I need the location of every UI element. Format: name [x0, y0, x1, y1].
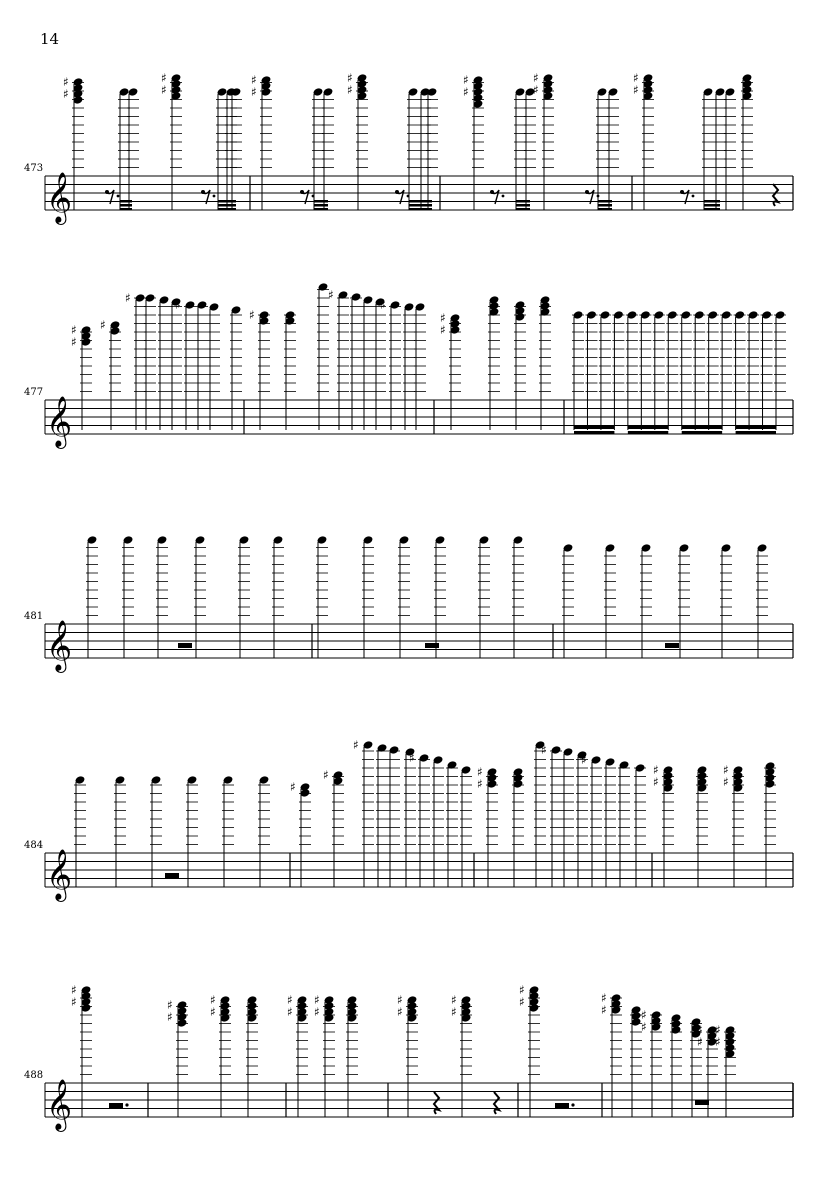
note-column	[249, 308, 270, 430]
sharp-accidental: ♯	[323, 768, 329, 782]
note-column	[246, 995, 258, 1117]
note-column	[196, 300, 208, 430]
note-column	[144, 293, 156, 430]
note-column	[403, 302, 415, 430]
beam	[409, 204, 432, 207]
rest-flag	[300, 190, 304, 194]
note-column	[478, 535, 490, 658]
note-column	[86, 535, 98, 658]
note-column	[432, 755, 444, 887]
note-column	[596, 87, 608, 210]
note-column	[440, 311, 461, 430]
note-column	[71, 323, 92, 430]
half-rest	[665, 643, 679, 648]
sharp-accidental: ♯	[251, 73, 257, 87]
sharp-accidental: ♯	[353, 738, 359, 752]
sixteenth-note	[639, 310, 651, 430]
sharp-accidental: ♯	[347, 71, 353, 85]
rest-dot	[571, 1103, 574, 1106]
treble-clef-icon: 𝄞	[46, 620, 73, 671]
note-column	[230, 305, 242, 430]
note-column	[607, 87, 619, 210]
note-column	[714, 87, 726, 210]
note-column	[451, 993, 472, 1117]
sharp-accidental: ♯	[328, 288, 334, 302]
staff-system	[24, 983, 793, 1132]
sharp-accidental: ♯	[71, 335, 77, 349]
note-column	[167, 998, 188, 1117]
note-column	[158, 295, 170, 430]
sharp-accidental: ♯	[477, 777, 483, 791]
sharp-accidental: ♯	[601, 991, 607, 1005]
sixteenth-note	[626, 310, 638, 430]
quarter-rest	[494, 1092, 499, 1114]
sharp-accidental: ♯	[440, 323, 446, 337]
beam	[218, 200, 236, 203]
note-column	[702, 87, 714, 210]
note-column	[125, 291, 146, 430]
note-column	[670, 1013, 682, 1117]
sharp-accidental: ♯	[451, 993, 457, 1007]
note-column	[380, 298, 401, 430]
beam	[682, 431, 722, 434]
note-column	[225, 87, 237, 210]
quarter-rest	[434, 1092, 439, 1114]
note-column	[350, 292, 362, 430]
page-number: 14	[40, 30, 60, 48]
note-column	[374, 297, 386, 430]
note-column	[323, 768, 344, 887]
rest-dot	[125, 1103, 128, 1106]
note-column	[715, 1023, 736, 1117]
rest-flag	[201, 190, 205, 194]
whole-rest	[695, 1100, 709, 1105]
sharp-accidental: ♯	[715, 1023, 721, 1037]
sixteenth-note	[653, 310, 665, 430]
note-column	[512, 535, 524, 658]
sharp-accidental: ♯	[175, 298, 181, 312]
sharp-accidental: ♯	[63, 75, 69, 89]
note-column	[170, 297, 182, 430]
note-column	[407, 87, 419, 210]
sharp-accidental: ♯	[463, 85, 469, 99]
sixteenth-note	[761, 310, 773, 430]
note-column	[362, 535, 374, 658]
note-column	[514, 87, 526, 210]
note-column	[71, 983, 92, 1117]
sharp-accidental: ♯	[581, 753, 587, 767]
note-column	[524, 87, 536, 210]
note-column	[398, 535, 410, 658]
note-column	[414, 302, 426, 430]
sharp-accidental: ♯	[451, 1005, 457, 1019]
note-column	[641, 1008, 662, 1117]
note-column	[312, 87, 324, 210]
rest-dot	[407, 195, 410, 198]
note-column	[100, 318, 121, 430]
note-column	[362, 295, 374, 430]
sharp-accidental: ♯	[161, 83, 167, 97]
note-column	[314, 993, 335, 1117]
sharp-accidental: ♯	[249, 308, 255, 322]
quarter-rest	[773, 184, 778, 206]
rest-dot	[597, 195, 600, 198]
note-column	[434, 535, 446, 658]
note-column	[419, 87, 431, 210]
sharp-accidental: ♯	[519, 983, 525, 997]
beam	[314, 208, 328, 211]
sharp-accidental: ♯	[287, 1005, 293, 1019]
sharp-accidental: ♯	[210, 993, 216, 1007]
sharp-accidental: ♯	[633, 83, 639, 97]
sharp-accidental: ♯	[723, 775, 729, 789]
sharp-accidental: ♯	[633, 71, 639, 85]
note-column	[601, 991, 622, 1117]
sharp-accidental: ♯	[397, 993, 403, 1007]
note-column	[512, 767, 524, 887]
sharp-accidental: ♯	[161, 71, 167, 85]
beam	[516, 200, 530, 203]
note-column	[238, 535, 250, 658]
note-column	[161, 71, 182, 210]
sharp-accidental: ♯	[100, 318, 106, 332]
sixteenth-note	[680, 310, 692, 430]
sixteenth-note	[707, 310, 719, 430]
sixteenth-note	[572, 310, 584, 430]
rest-flag	[585, 190, 589, 194]
note-column	[347, 71, 368, 210]
rest-flag	[395, 190, 399, 194]
note-column	[388, 745, 400, 887]
beam	[574, 426, 614, 429]
note-column	[118, 87, 130, 210]
measure-number: 488	[24, 1070, 44, 1081]
beam	[682, 426, 722, 429]
beam	[704, 208, 720, 211]
beam	[218, 208, 236, 211]
note-column	[353, 738, 374, 887]
note-column	[397, 993, 418, 1117]
note-column	[210, 993, 231, 1117]
beam	[314, 204, 328, 207]
beam	[409, 208, 432, 211]
sharp-accidental: ♯	[167, 1010, 173, 1024]
sharp-accidental: ♯	[63, 87, 69, 101]
sharp-accidental: ♯	[653, 775, 659, 789]
measure-number: 481	[24, 611, 44, 622]
note-column	[216, 87, 228, 210]
sharp-accidental: ♯	[641, 1020, 647, 1034]
beam	[314, 200, 328, 203]
beam	[598, 208, 612, 211]
note-column	[230, 87, 242, 210]
rest-flag	[680, 190, 684, 194]
sixteenth-note	[599, 310, 611, 430]
sharp-accidental: ♯	[723, 763, 729, 777]
beam	[120, 204, 132, 207]
sharp-accidental: ♯	[71, 323, 77, 337]
note-column	[519, 983, 540, 1117]
note-column	[634, 763, 646, 887]
sharp-accidental: ♯	[715, 1035, 721, 1049]
note-column	[426, 87, 438, 210]
beam	[628, 426, 668, 429]
rest-flag	[105, 190, 109, 194]
sixteenth-note	[666, 310, 678, 430]
sixteenth-note	[693, 310, 705, 430]
sharp-accidental: ♯	[601, 1003, 607, 1017]
sharp-accidental: ♯	[397, 1005, 403, 1019]
half-rest	[109, 1103, 123, 1108]
note-column	[653, 763, 674, 887]
note-column	[741, 73, 753, 210]
sharp-accidental: ♯	[287, 993, 293, 1007]
note-column	[488, 295, 500, 430]
sharp-accidental: ♯	[347, 83, 353, 97]
beam	[704, 204, 720, 207]
rest-dot	[213, 195, 216, 198]
note-column	[604, 757, 616, 887]
beam	[598, 200, 612, 203]
note-column	[514, 300, 526, 430]
sharp-accidental: ♯	[697, 1035, 703, 1049]
note-column	[463, 73, 484, 210]
note-column	[122, 535, 134, 658]
note-column	[376, 743, 388, 887]
note-column	[156, 535, 168, 658]
note-column	[346, 995, 358, 1117]
measure-number: 484	[24, 840, 44, 851]
sharp-accidental: ♯	[314, 1005, 320, 1019]
beam	[218, 204, 236, 207]
measure-number: 477	[24, 387, 44, 398]
sharp-accidental: ♯	[210, 1005, 216, 1019]
half-rest	[555, 1103, 569, 1108]
treble-clef-icon: 𝄞	[46, 1079, 73, 1130]
sharp-accidental: ♯	[125, 291, 131, 305]
sixteenth-note	[747, 310, 759, 430]
note-column	[322, 87, 334, 210]
sixteenth-note	[612, 310, 624, 430]
note-column	[316, 535, 328, 658]
note-column	[576, 750, 588, 887]
staff-system	[24, 71, 793, 225]
note-column	[723, 763, 744, 887]
note-column	[541, 743, 562, 887]
beam	[628, 431, 668, 434]
beam	[120, 200, 132, 203]
beam	[598, 204, 612, 207]
note-column	[562, 747, 574, 887]
staff-system	[24, 738, 793, 902]
sharp-accidental: ♯	[290, 780, 296, 794]
half-rest	[165, 873, 179, 878]
rest-flag	[490, 190, 494, 194]
sharp-accidental: ♯	[463, 73, 469, 87]
note-column	[284, 310, 296, 430]
sixteenth-note	[774, 310, 786, 430]
note-column	[287, 993, 308, 1117]
sharp-accidental: ♯	[167, 998, 173, 1012]
note-column	[251, 73, 272, 210]
treble-clef-icon: 𝄞	[46, 396, 73, 447]
note-column	[618, 760, 630, 887]
half-rest	[178, 643, 192, 648]
note-column	[290, 780, 311, 887]
beam	[516, 208, 530, 211]
treble-clef-icon: 𝄞	[46, 849, 73, 900]
note-column	[272, 535, 284, 658]
note-column	[446, 760, 458, 887]
beam	[736, 431, 776, 434]
sharp-accidental: ♯	[541, 743, 547, 757]
beam	[736, 426, 776, 429]
sixteenth-note	[585, 310, 597, 430]
note-column	[175, 298, 196, 430]
sharp-accidental: ♯	[533, 71, 539, 85]
sharp-accidental: ♯	[519, 995, 525, 1009]
staff-system	[24, 535, 793, 673]
note-column	[533, 71, 554, 210]
sharp-accidental: ♯	[71, 983, 77, 997]
sharp-accidental: ♯	[533, 83, 539, 97]
note-column	[534, 740, 546, 887]
rest-dot	[117, 195, 120, 198]
note-column	[317, 282, 329, 430]
beam	[574, 431, 614, 434]
treble-clef-icon: 𝄞	[46, 172, 73, 223]
rest-dot	[312, 195, 315, 198]
sharp-accidental: ♯	[440, 311, 446, 325]
beam	[516, 204, 530, 207]
note-column	[581, 753, 602, 887]
note-column	[208, 302, 220, 430]
sharp-accidental: ♯	[71, 995, 77, 1009]
note-column	[764, 761, 776, 887]
note-column	[539, 295, 551, 430]
beam	[409, 200, 432, 203]
sharp-accidental: ♯	[477, 765, 483, 779]
note-column	[127, 87, 139, 210]
note-column	[633, 71, 654, 210]
rest-dot	[502, 195, 505, 198]
half-rest	[425, 643, 439, 648]
note-column	[460, 765, 472, 887]
sharp-accidental: ♯	[409, 751, 415, 765]
beam	[120, 208, 132, 211]
sharp-accidental: ♯	[641, 1008, 647, 1022]
sharp-accidental: ♯	[697, 1023, 703, 1037]
rest-dot	[692, 195, 695, 198]
beam	[704, 200, 720, 203]
note-column	[404, 747, 416, 887]
sharp-accidental: ♯	[251, 85, 257, 99]
note-column	[194, 535, 206, 658]
measure-number: 473	[24, 163, 44, 174]
sharp-accidental: ♯	[380, 298, 386, 312]
note-column	[477, 765, 498, 887]
staff-system	[24, 282, 793, 449]
note-column	[696, 765, 708, 887]
note-column	[724, 87, 736, 210]
sixteenth-note	[734, 310, 746, 430]
sharp-accidental: ♯	[653, 763, 659, 777]
sharp-accidental: ♯	[314, 993, 320, 1007]
sixteenth-note	[720, 310, 732, 430]
